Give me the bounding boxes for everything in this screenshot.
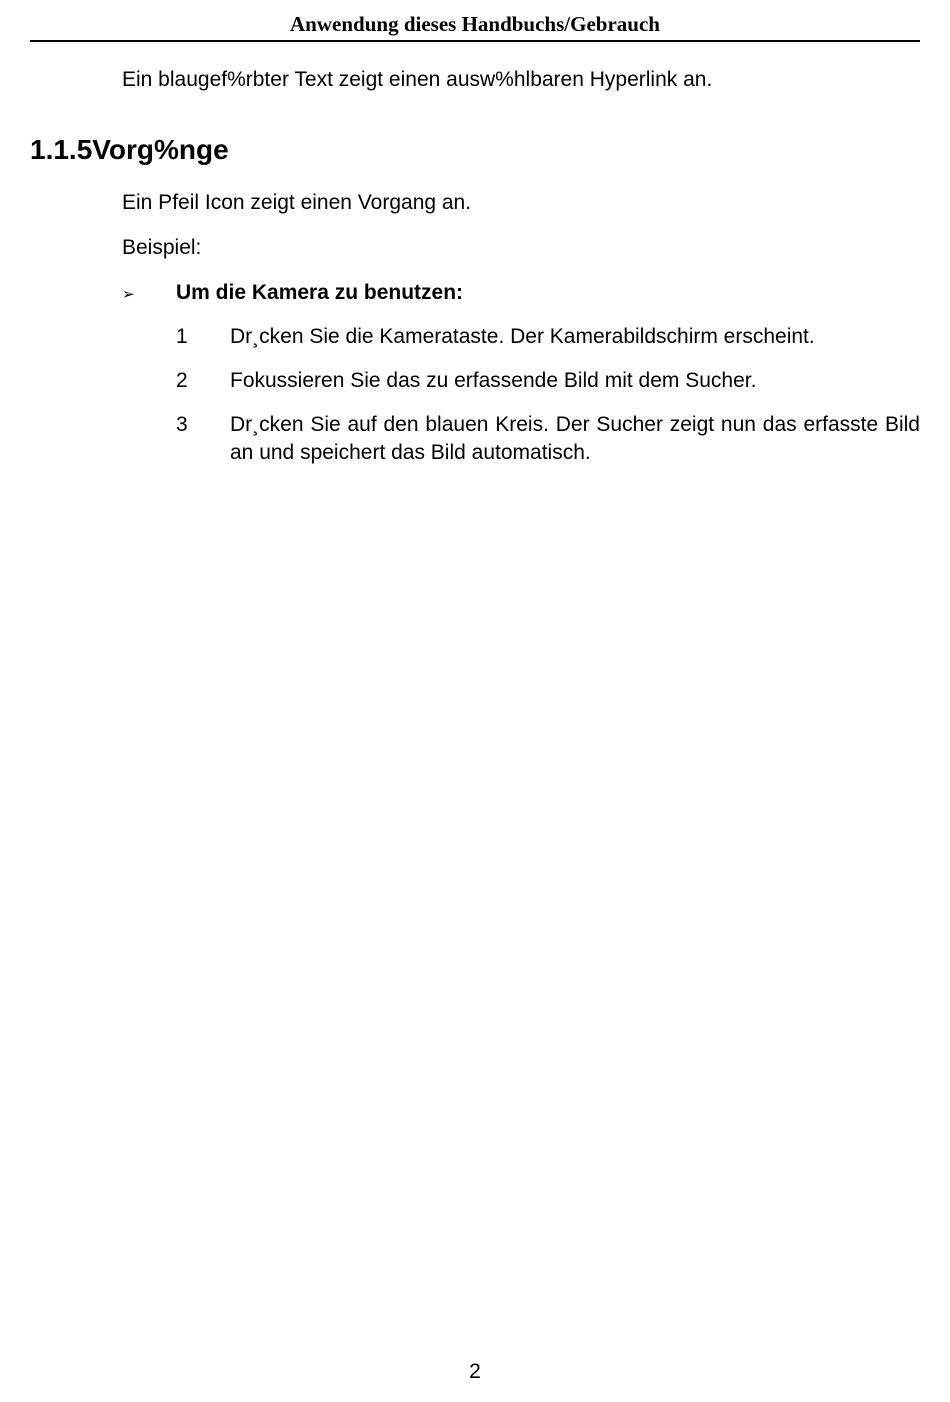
running-header: Anwendung dieses Handbuchs/Gebrauch: [290, 12, 660, 36]
hyperlink-note-paragraph: Ein blaugef%rbter Text zeigt einen ausw%hlbaren Hyperlink an.: [122, 68, 713, 91]
example-label: Beispiel:: [122, 236, 202, 259]
section-heading: 1.1.5Vorg%nge: [30, 134, 229, 165]
header-rule: [30, 40, 920, 42]
procedure-intro-paragraph: Ein Pfeil Icon zeigt einen Vorgang an.: [122, 191, 472, 214]
step-text: Fokussieren Sie das zu erfassende Bild mit dem Sucher.: [230, 369, 757, 392]
step-number: 1: [176, 325, 188, 348]
procedure-title: Um die Kamera zu benutzen:: [176, 281, 464, 304]
procedure-step: [176, 323, 920, 351]
step-number: 2: [176, 369, 188, 392]
step-text: Dr¸cken Sie auf den blauen Kreis. Der Sucher zeigt nun das erfasste Bild an und speichert das Bild automatisch.: [230, 413, 920, 464]
arrowhead-bullet-icon: ➢: [122, 286, 135, 303]
procedure-step: [176, 367, 920, 395]
page-number: 2: [469, 1360, 481, 1383]
step-text: Dr¸cken Sie die Kamerataste. Der Kamerabildschirm erscheint.: [230, 325, 815, 348]
procedure-step: [176, 411, 920, 467]
step-number: 3: [176, 413, 188, 436]
